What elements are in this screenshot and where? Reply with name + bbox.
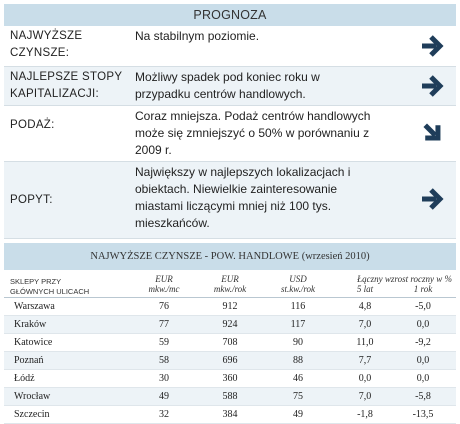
cell-growth-5y: 4,8 <box>358 301 372 312</box>
cell-usd-year: 46 <box>293 373 303 384</box>
arrow-right-icon <box>420 73 446 99</box>
cell-eur-year: 912 <box>222 301 238 312</box>
header-growth-1y: 1 rok <box>413 284 433 294</box>
header-street: SKLEPY PRZY GŁÓWNYCH ULICACH <box>10 277 90 296</box>
forecast-text-line: Na stabilnym poziomie. <box>135 29 260 43</box>
cell-growth-5y: 7,7 <box>358 355 372 366</box>
cell-growth-1y: -5,0 <box>415 301 431 312</box>
forecast-text-line: obiektach. Niewielkie zainteresowanie <box>135 182 338 196</box>
forecast-row <box>4 26 456 67</box>
forecast-row <box>4 67 456 106</box>
forecast-text-line: Możliwy spadek pod koniec roku w <box>135 70 320 84</box>
forecast-text-line: może się zmniejszyć o 50% w porównaniu z <box>135 126 370 140</box>
forecast-text-line: mieszkańców. <box>135 216 210 230</box>
cell-eur-month: 58 <box>159 355 169 366</box>
cell-eur-month: 32 <box>159 409 169 420</box>
table-row <box>4 370 456 388</box>
forecast-row-text <box>135 69 410 103</box>
cell-eur-year: 588 <box>222 391 238 402</box>
forecast-row-text <box>135 164 410 232</box>
forecast-row <box>4 162 456 239</box>
rents-table-body <box>4 298 456 424</box>
cell-growth-5y: 7,0 <box>358 319 372 330</box>
cell-usd-year: 75 <box>293 391 303 402</box>
cell-eur-month: 49 <box>159 391 169 402</box>
table-row <box>4 316 456 334</box>
forecast-label-line: KAPITALIZACJI: <box>10 88 99 100</box>
cell-growth-1y: -13,5 <box>412 409 434 420</box>
forecast-title: PROGNOZA <box>4 4 456 26</box>
cell-eur-year: 384 <box>222 409 238 420</box>
cell-usd-year: 117 <box>290 319 306 330</box>
header-eur-month: EUR mkw./mc <box>148 274 180 294</box>
forecast-row-text <box>135 28 410 45</box>
cell-usd-year: 116 <box>290 301 306 312</box>
cell-city: Szczecin <box>14 409 50 420</box>
forecast-text-line: Największy w najlepszych lokalizacjach i <box>135 165 351 179</box>
cell-growth-5y: 11,0 <box>356 337 374 348</box>
cell-growth-1y: -9,2 <box>415 337 431 348</box>
cell-eur-month: 77 <box>159 319 169 330</box>
forecast-label-line: PODAŻ: <box>10 119 55 131</box>
cell-eur-month: 30 <box>159 373 169 384</box>
arrow-right-icon <box>420 33 446 59</box>
forecast-rows <box>4 26 456 239</box>
cell-city: Wrocław <box>14 391 51 402</box>
cell-city: Warszawa <box>14 301 55 312</box>
cell-growth-1y: -5,8 <box>415 391 431 402</box>
forecast-panel <box>4 4 456 235</box>
forecast-row-label <box>10 28 82 62</box>
table-row <box>4 298 456 316</box>
cell-growth-1y: 0,0 <box>416 319 430 330</box>
cell-growth-5y: 7,0 <box>358 391 372 402</box>
forecast-row <box>4 106 456 162</box>
cell-usd-year: 88 <box>293 355 303 366</box>
forecast-text-line: Coraz mniejsza. Podaż centrów handlowych <box>135 109 371 123</box>
cell-growth-1y: 0,0 <box>416 373 430 384</box>
table-row <box>4 388 456 406</box>
forecast-text-line: 2009 r. <box>135 143 172 157</box>
cell-city: Kraków <box>14 319 47 330</box>
forecast-row-label <box>10 69 122 103</box>
rents-table-title: NAJWYŻSZE CZYNSZE - POW. HANDLOWE (wrzesień 2010) <box>4 243 456 270</box>
forecast-label-line: NAJLEPSZE STOPY <box>10 71 123 83</box>
cell-eur-year: 696 <box>222 355 238 366</box>
forecast-row-label <box>10 192 53 209</box>
forecast-label-line: CZYNSZE: <box>10 47 70 59</box>
arrow-right-icon <box>420 186 446 212</box>
header-growth-title: Łączny wzrost roczny w % <box>357 274 452 284</box>
table-row <box>4 406 456 424</box>
table-row <box>4 352 456 370</box>
rents-table-column-headers <box>4 270 456 298</box>
cell-eur-year: 708 <box>222 337 238 348</box>
cell-growth-5y: 0,0 <box>358 373 372 384</box>
forecast-row-label <box>10 117 55 134</box>
forecast-label-line: POPYT: <box>10 194 53 206</box>
cell-usd-year: 90 <box>293 337 303 348</box>
cell-city: Łódź <box>14 373 35 384</box>
cell-eur-year: 360 <box>222 373 238 384</box>
forecast-row-text <box>135 108 410 159</box>
cell-growth-1y: 0,0 <box>416 355 430 366</box>
cell-city: Katowice <box>14 337 53 348</box>
header-eur-year: EUR mkw./rok <box>213 274 247 294</box>
cell-usd-year: 49 <box>293 409 303 420</box>
forecast-text-line: miastami liczącymi mniej niż 100 tys. <box>135 199 332 213</box>
cell-eur-month: 59 <box>159 337 169 348</box>
cell-eur-year: 924 <box>222 319 238 330</box>
forecast-text-line: przypadku centrów handlowych. <box>135 87 306 101</box>
header-usd-year: USD st.kw./rok <box>281 274 315 294</box>
arrow-down-right-icon <box>420 120 446 146</box>
table-row <box>4 334 456 352</box>
forecast-label-line: NAJWYŻSZE <box>10 30 83 42</box>
cell-growth-5y: -1,8 <box>357 409 373 420</box>
header-growth-5y: 5 lat <box>356 284 374 294</box>
rents-table <box>4 243 456 419</box>
cell-eur-month: 76 <box>159 301 169 312</box>
cell-city: Poznań <box>14 355 44 366</box>
